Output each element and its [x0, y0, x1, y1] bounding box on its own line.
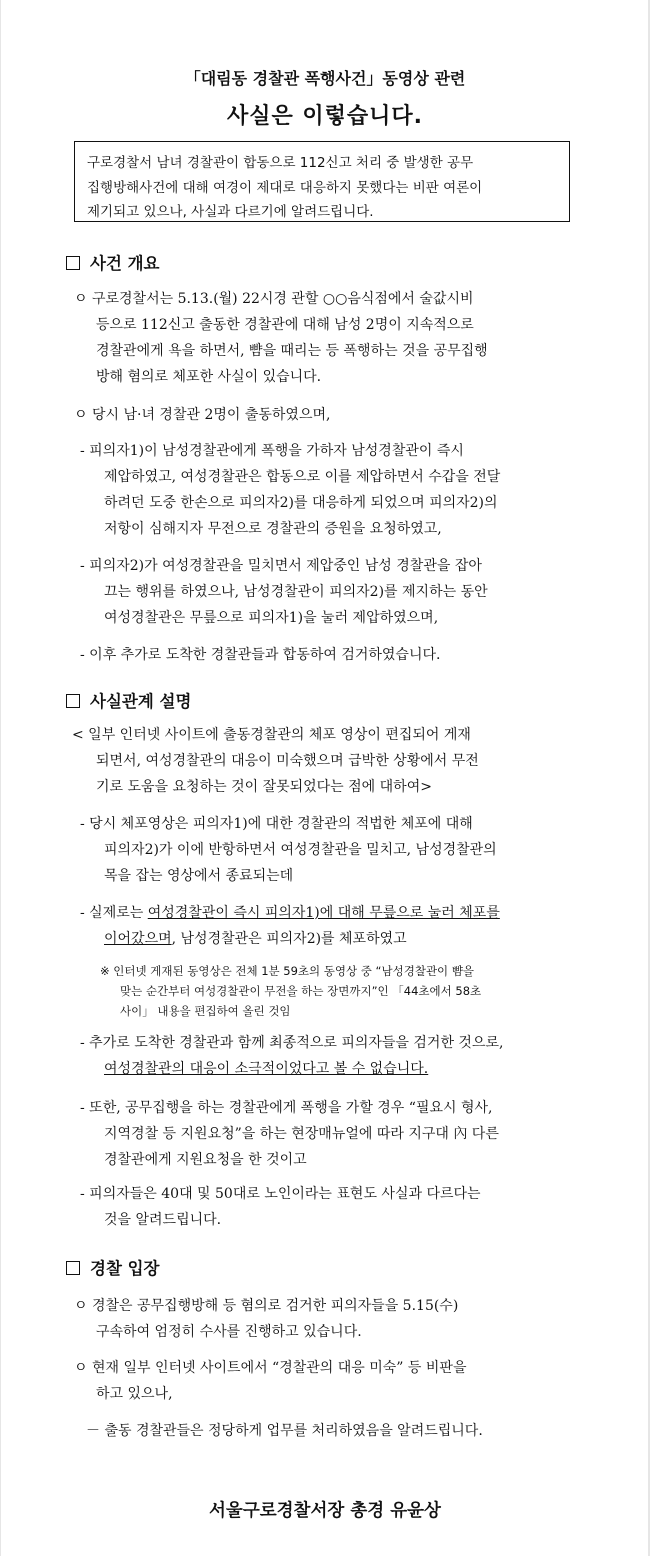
- section-heading-facts: [66, 688, 191, 712]
- paragraph-line: - 피의자들은 40대 및 50대로 노인이라는 표현도 사실과 다르다는: [80, 1186, 481, 1202]
- note-line: 맞는 순간부터 여성경찰관이 무전을 하는 장면까지”인 「44초에서 58초: [120, 984, 482, 998]
- paragraph-line: ㅇ 구로경찰서는 5.13.(월) 22시경 관할 ○○음식점에서 술값시비: [74, 291, 474, 307]
- paragraph-line: ㅇ 현재 일부 인터넷 사이트에서 “경찰관의 대응 미숙” 등 비판을: [74, 1360, 467, 1376]
- signature: 서울구로경찰서장 총경 유윤상: [209, 1501, 441, 1521]
- paragraph-line: 지역경찰 등 지원요청”을 하는 현장매뉴얼에 따라 지구대 內 다른: [104, 1126, 499, 1142]
- paragraph-line: 하려던 도중 한손으로 피의자2)를 대응하게 되었으며 피의자2)의: [104, 495, 498, 511]
- summary-line: 집행방해사건에 대해 여경이 제대로 대응하지 못했다는 비판 여론이: [87, 180, 483, 196]
- paragraph-line: [104, 928, 407, 948]
- note-line: ※ 인터넷 게재된 동영상은 전체 1분 59초의 동영상 중 “남성경찰관이 뺨을: [100, 964, 475, 978]
- paragraph-line: － 출동 경찰관들은 정당하게 업무를 처리하였음을 알려드립니다.: [86, 1423, 483, 1439]
- summary-line: 제기되고 있으나, 사실과 다르기에 알려드립니다.: [87, 204, 374, 220]
- paragraph-line: 구속하여 엄정히 수사를 진행하고 있습니다.: [96, 1324, 362, 1340]
- paragraph-line: 하고 있으나,: [96, 1386, 173, 1402]
- paragraph-line: 되면서, 여성경찰관의 대응이 미숙했으며 급박한 상황에서 무전: [96, 753, 479, 769]
- checkbox-square-icon: [66, 256, 80, 270]
- summary-box: [74, 141, 570, 222]
- note-line: 사이」 내용을 편집하여 올린 것임: [120, 1004, 291, 1018]
- title-line-1: 「대림동 경찰관 폭행사건」동영상 관련: [184, 69, 466, 88]
- paragraph-line: - 당시 체포영상은 피의자1)에 대한 경찰관의 적법한 체포에 대해: [80, 816, 473, 832]
- underlined-text: 여성경찰관의 대응이 소극적이었다고 볼 수 없습니다.: [104, 1061, 429, 1077]
- paragraph-line: [104, 1058, 428, 1078]
- paragraph-line: ㅇ 경찰은 공무집행방해 등 혐의로 검거한 피의자들을 5.15(수): [74, 1298, 459, 1314]
- title-line-2: 사실은 이렇습니다.: [226, 104, 424, 129]
- paragraph-line: 목을 잡는 영상에서 종료되는데: [104, 868, 294, 884]
- paragraph-line: 경찰관에게 욕을 하면서, 뺨을 때리는 등 폭행하는 것을 공무집행: [96, 343, 488, 359]
- paragraph-line: 여성경찰관은 무릎으로 피의자1)을 눌러 제압하였으며,: [104, 610, 439, 626]
- paragraph-line: 등으로 112신고 출동한 경찰관에 대해 남성 2명이 지속적으로: [96, 317, 474, 333]
- paragraph-line: 것을 알려드립니다.: [104, 1212, 222, 1228]
- paragraph-line: - 이후 추가로 도착한 경찰관들과 합동하여 검거하였습니다.: [80, 647, 441, 663]
- section-heading-text: 사건 개요: [90, 254, 160, 273]
- paragraph-line: 제압하였고, 여성경찰관은 합동으로 이를 제압하면서 수갑을 전달: [104, 469, 501, 485]
- paragraph-line: 끄는 행위를 하였으나, 남성경찰관이 피의자2)를 제지하는 동안: [104, 584, 488, 600]
- paragraph-line: < 일부 인터넷 사이트에 출동경찰관의 체포 영상이 편집되어 게재: [72, 727, 471, 743]
- section-heading-position: [66, 1255, 160, 1279]
- text-run: - 실제로는: [80, 905, 148, 921]
- section-heading-overview: [66, 250, 160, 274]
- paragraph-line: 방해 혐의로 체포한 사실이 있습니다.: [96, 369, 322, 385]
- section-heading-text: 사실관계 설명: [90, 692, 192, 711]
- paragraph-line: [80, 902, 500, 922]
- section-heading-text: 경찰 입장: [90, 1259, 160, 1278]
- underlined-text: 이어갔으며: [104, 931, 172, 947]
- paragraph-line: - 피의자2)가 여성경찰관을 밀치면서 제압중인 남성 경찰관을 잡아: [80, 558, 482, 574]
- paragraph-line: - 추가로 도착한 경찰관과 함께 최종적으로 피의자들을 검거한 것으로,: [80, 1035, 504, 1051]
- paragraph-line: - 또한, 공무집행을 하는 경찰관에게 폭행을 가할 경우 “필요시 형사,: [80, 1100, 493, 1116]
- paragraph-line: 저항이 심해지자 무전으로 경찰관의 증원을 요청하였고,: [104, 521, 442, 537]
- checkbox-square-icon: [66, 1261, 80, 1275]
- underlined-text: 여성경찰관이 즉시 피의자1)에 대해 무릎으로 눌러 체포를: [147, 905, 500, 921]
- page-edge-left: [0, 0, 1, 1556]
- text-run: , 남성경찰관은 피의자2)를 체포하였고: [171, 931, 407, 947]
- paragraph-line: - 피의자1)이 남성경찰관에게 폭행을 가하자 남성경찰관이 즉시: [80, 443, 464, 459]
- paragraph-line: 피의자2)가 이에 반항하면서 여성경찰관을 밀치고, 남성경찰관의: [104, 842, 497, 858]
- paragraph-line: ㅇ 당시 남·녀 경찰관 2명이 출동하였으며,: [74, 407, 331, 423]
- summary-line: 구로경찰서 남녀 경찰관이 합동으로 112신고 처리 중 발생한 공무: [87, 155, 474, 171]
- checkbox-square-icon: [66, 694, 80, 708]
- paragraph-line: 기로 도움을 요청하는 것이 잘못되었다는 점에 대하여>: [96, 779, 432, 795]
- paragraph-line: 경찰관에게 지원요청을 한 것이고: [104, 1152, 307, 1168]
